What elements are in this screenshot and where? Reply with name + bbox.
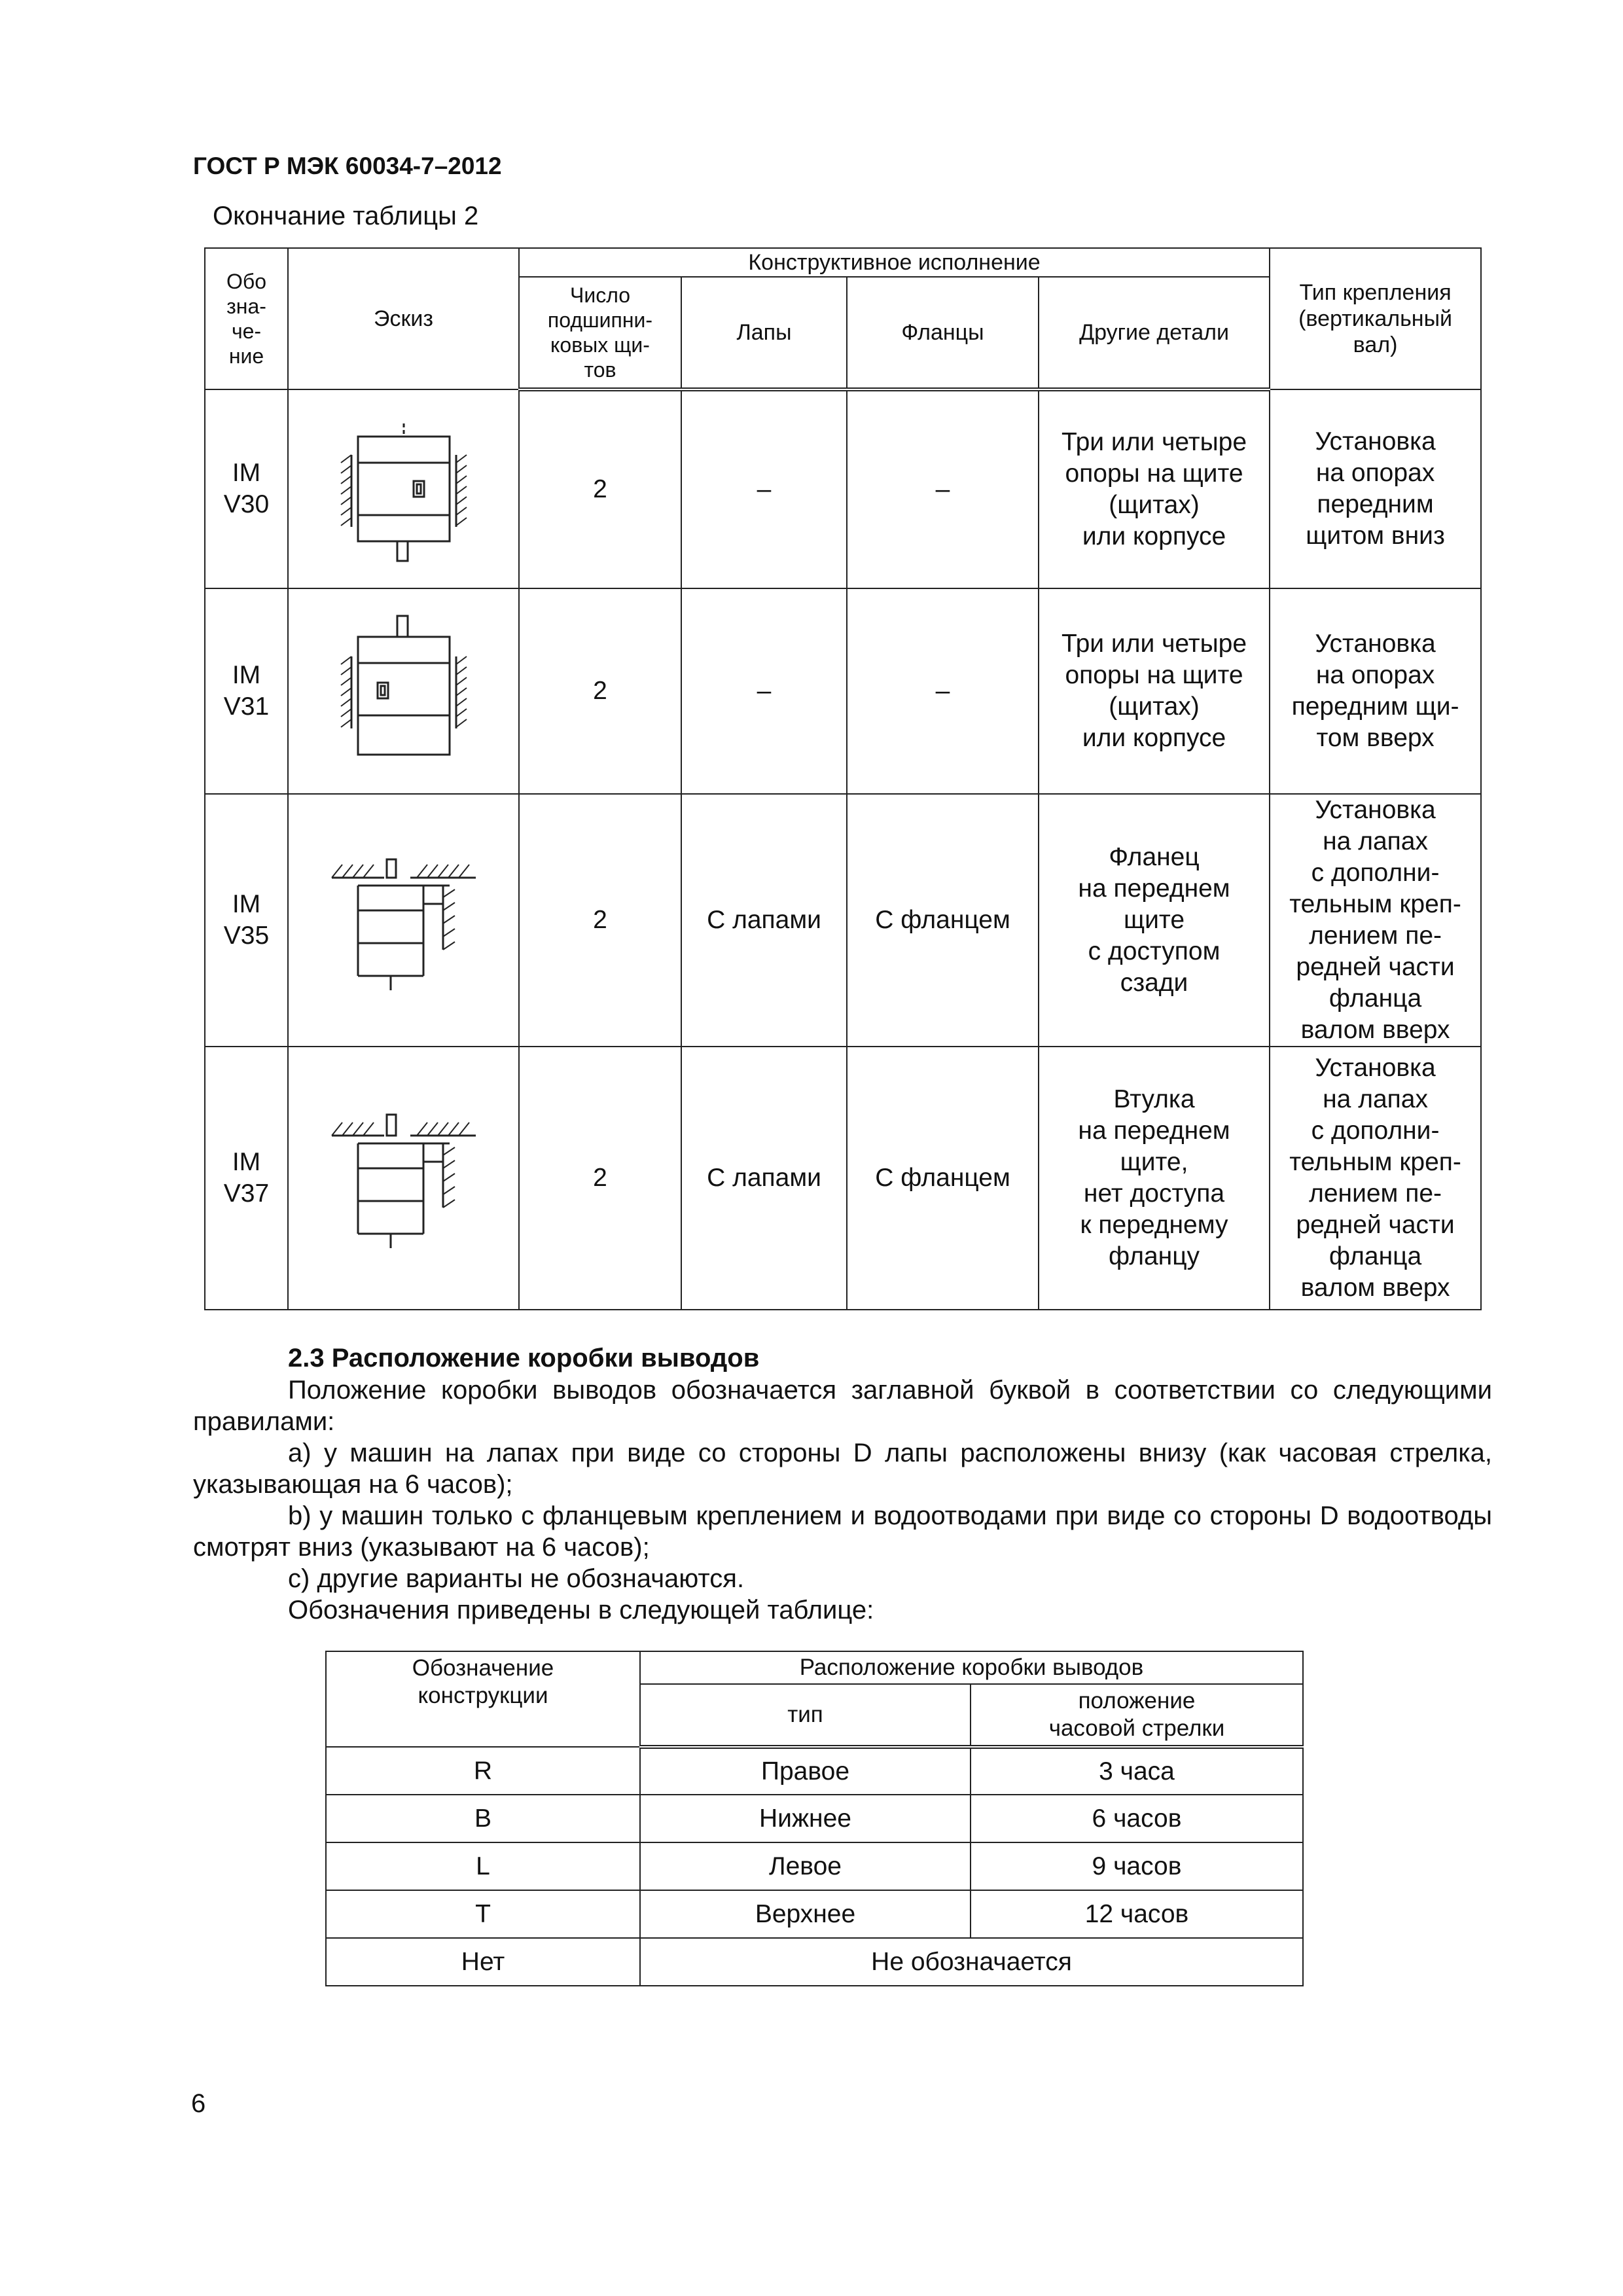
designation-cell: IM V37 [205, 1047, 288, 1310]
page-number: 6 [191, 2089, 206, 2118]
other-cell: Три или четыре опоры на щите (щитах) или корпусе [1039, 588, 1270, 794]
table-row [326, 1795, 1303, 1842]
table-caption: Окончание таблицы 2 [213, 202, 479, 230]
sketch-im-v35 [319, 845, 489, 996]
sketch-im-v30 [332, 410, 476, 567]
other-cell: Втулка на переднем щите, нет доступа к переднему фланцу [1039, 1047, 1270, 1310]
table-row [205, 389, 1481, 588]
clock-cell: 12 часов [971, 1890, 1303, 1938]
construction-table [204, 247, 1482, 1310]
paragraph: a) у машин на лапах при виде со стороны D лапы расположены внизу (как часовая стрелка, указывающая на 6 часов); [193, 1439, 1492, 1499]
header-designation: Обо зна- че- ние [205, 248, 288, 389]
flanges-cell: – [847, 588, 1039, 794]
section-body [193, 1374, 1492, 1626]
code-cell: L [326, 1842, 640, 1890]
header-sketch: Эскиз [288, 248, 519, 389]
sketch-cell [288, 389, 519, 588]
sketch-cell [288, 794, 519, 1047]
code-cell: B [326, 1795, 640, 1842]
header-mounting: Тип крепления (вертикальный вал) [1270, 248, 1481, 389]
header-construction: Конструктивное исполнение [519, 248, 1270, 277]
shields-cell: 2 [519, 794, 681, 1047]
merged-cell: Не обозначается [640, 1938, 1303, 1986]
code-cell: Нет [326, 1938, 640, 1986]
shields-cell: 2 [519, 588, 681, 794]
table-row [326, 1938, 1303, 1986]
mounting-cell: Установка на опорах передним щитом вниз [1270, 389, 1481, 588]
type-cell: Нижнее [640, 1795, 971, 1842]
type-cell: Левое [640, 1842, 971, 1890]
table-row [326, 1890, 1303, 1938]
code-cell: T [326, 1890, 640, 1938]
paragraph: c) другие варианты не обозначаются. [288, 1564, 745, 1593]
designation-cell: IM V30 [205, 389, 288, 588]
feet-cell: – [681, 389, 847, 588]
sketch-cell [288, 588, 519, 794]
header-clock: положение часовой стрелки [971, 1684, 1303, 1747]
clock-cell: 9 часов [971, 1842, 1303, 1890]
sketch-cell [288, 1047, 519, 1310]
feet-cell: С лапами [681, 1047, 847, 1310]
other-cell: Три или четыре опоры на щите (щитах) или корпусе [1039, 389, 1270, 588]
shields-cell: 2 [519, 389, 681, 588]
mounting-cell: Установка на лапах с дополни- тельным креп- лением пе- редней части фланца валом вверх [1270, 1047, 1481, 1310]
header-type: тип [640, 1684, 971, 1747]
flanges-cell: С фланцем [847, 1047, 1039, 1310]
terminal-box-table [325, 1651, 1304, 1986]
mounting-cell: Установка на лапах с дополни- тельным креп- лением пе- редней части фланца валом вверх [1270, 794, 1481, 1047]
type-cell: Правое [640, 1747, 971, 1795]
table-row [326, 1842, 1303, 1890]
sketch-im-v31 [332, 609, 476, 773]
flanges-cell: – [847, 389, 1039, 588]
code-cell: R [326, 1747, 640, 1795]
shields-cell: 2 [519, 1047, 681, 1310]
header-other: Другие детали [1039, 277, 1270, 389]
flanges-cell: С фланцем [847, 794, 1039, 1047]
paragraph: Положение коробки выводов обозначается заглавной буквой в соответствии со следующими правилами: [193, 1376, 1492, 1436]
designation-cell: IM V31 [205, 588, 288, 794]
document-code: ГОСТ Р МЭК 60034-7–2012 [193, 152, 502, 179]
mounting-cell: Установка на опорах передним щи- том вверх [1270, 588, 1481, 794]
table-row [205, 1047, 1481, 1310]
other-cell: Фланец на переднем щите с доступом сзади [1039, 794, 1270, 1047]
table-row [205, 588, 1481, 794]
paragraph: Обозначения приведены в следующей таблице: [288, 1596, 874, 1624]
table-row [205, 794, 1481, 1047]
feet-cell: С лапами [681, 794, 847, 1047]
paragraph: b) у машин только с фланцевым креплением и водоотводами при виде со стороны D водоотводы смотрят вниз (указывают на 6 часов); [193, 1501, 1492, 1562]
clock-cell: 6 часов [971, 1795, 1303, 1842]
sketch-im-v37 [319, 1103, 489, 1253]
header-location: Расположение коробки выводов [640, 1651, 1303, 1684]
section-title: 2.3 Расположение коробки выводов [288, 1344, 760, 1372]
type-cell: Верхнее [640, 1890, 971, 1938]
header-designation: Обозначение конструкции [326, 1651, 640, 1747]
header-flanges: Фланцы [847, 277, 1039, 389]
table-row [326, 1747, 1303, 1795]
clock-cell: 3 часа [971, 1747, 1303, 1795]
header-feet: Лапы [681, 277, 847, 389]
header-bearing-shields: Число подшипни- ковых щи- тов [519, 277, 681, 389]
feet-cell: – [681, 588, 847, 794]
designation-cell: IM V35 [205, 794, 288, 1047]
